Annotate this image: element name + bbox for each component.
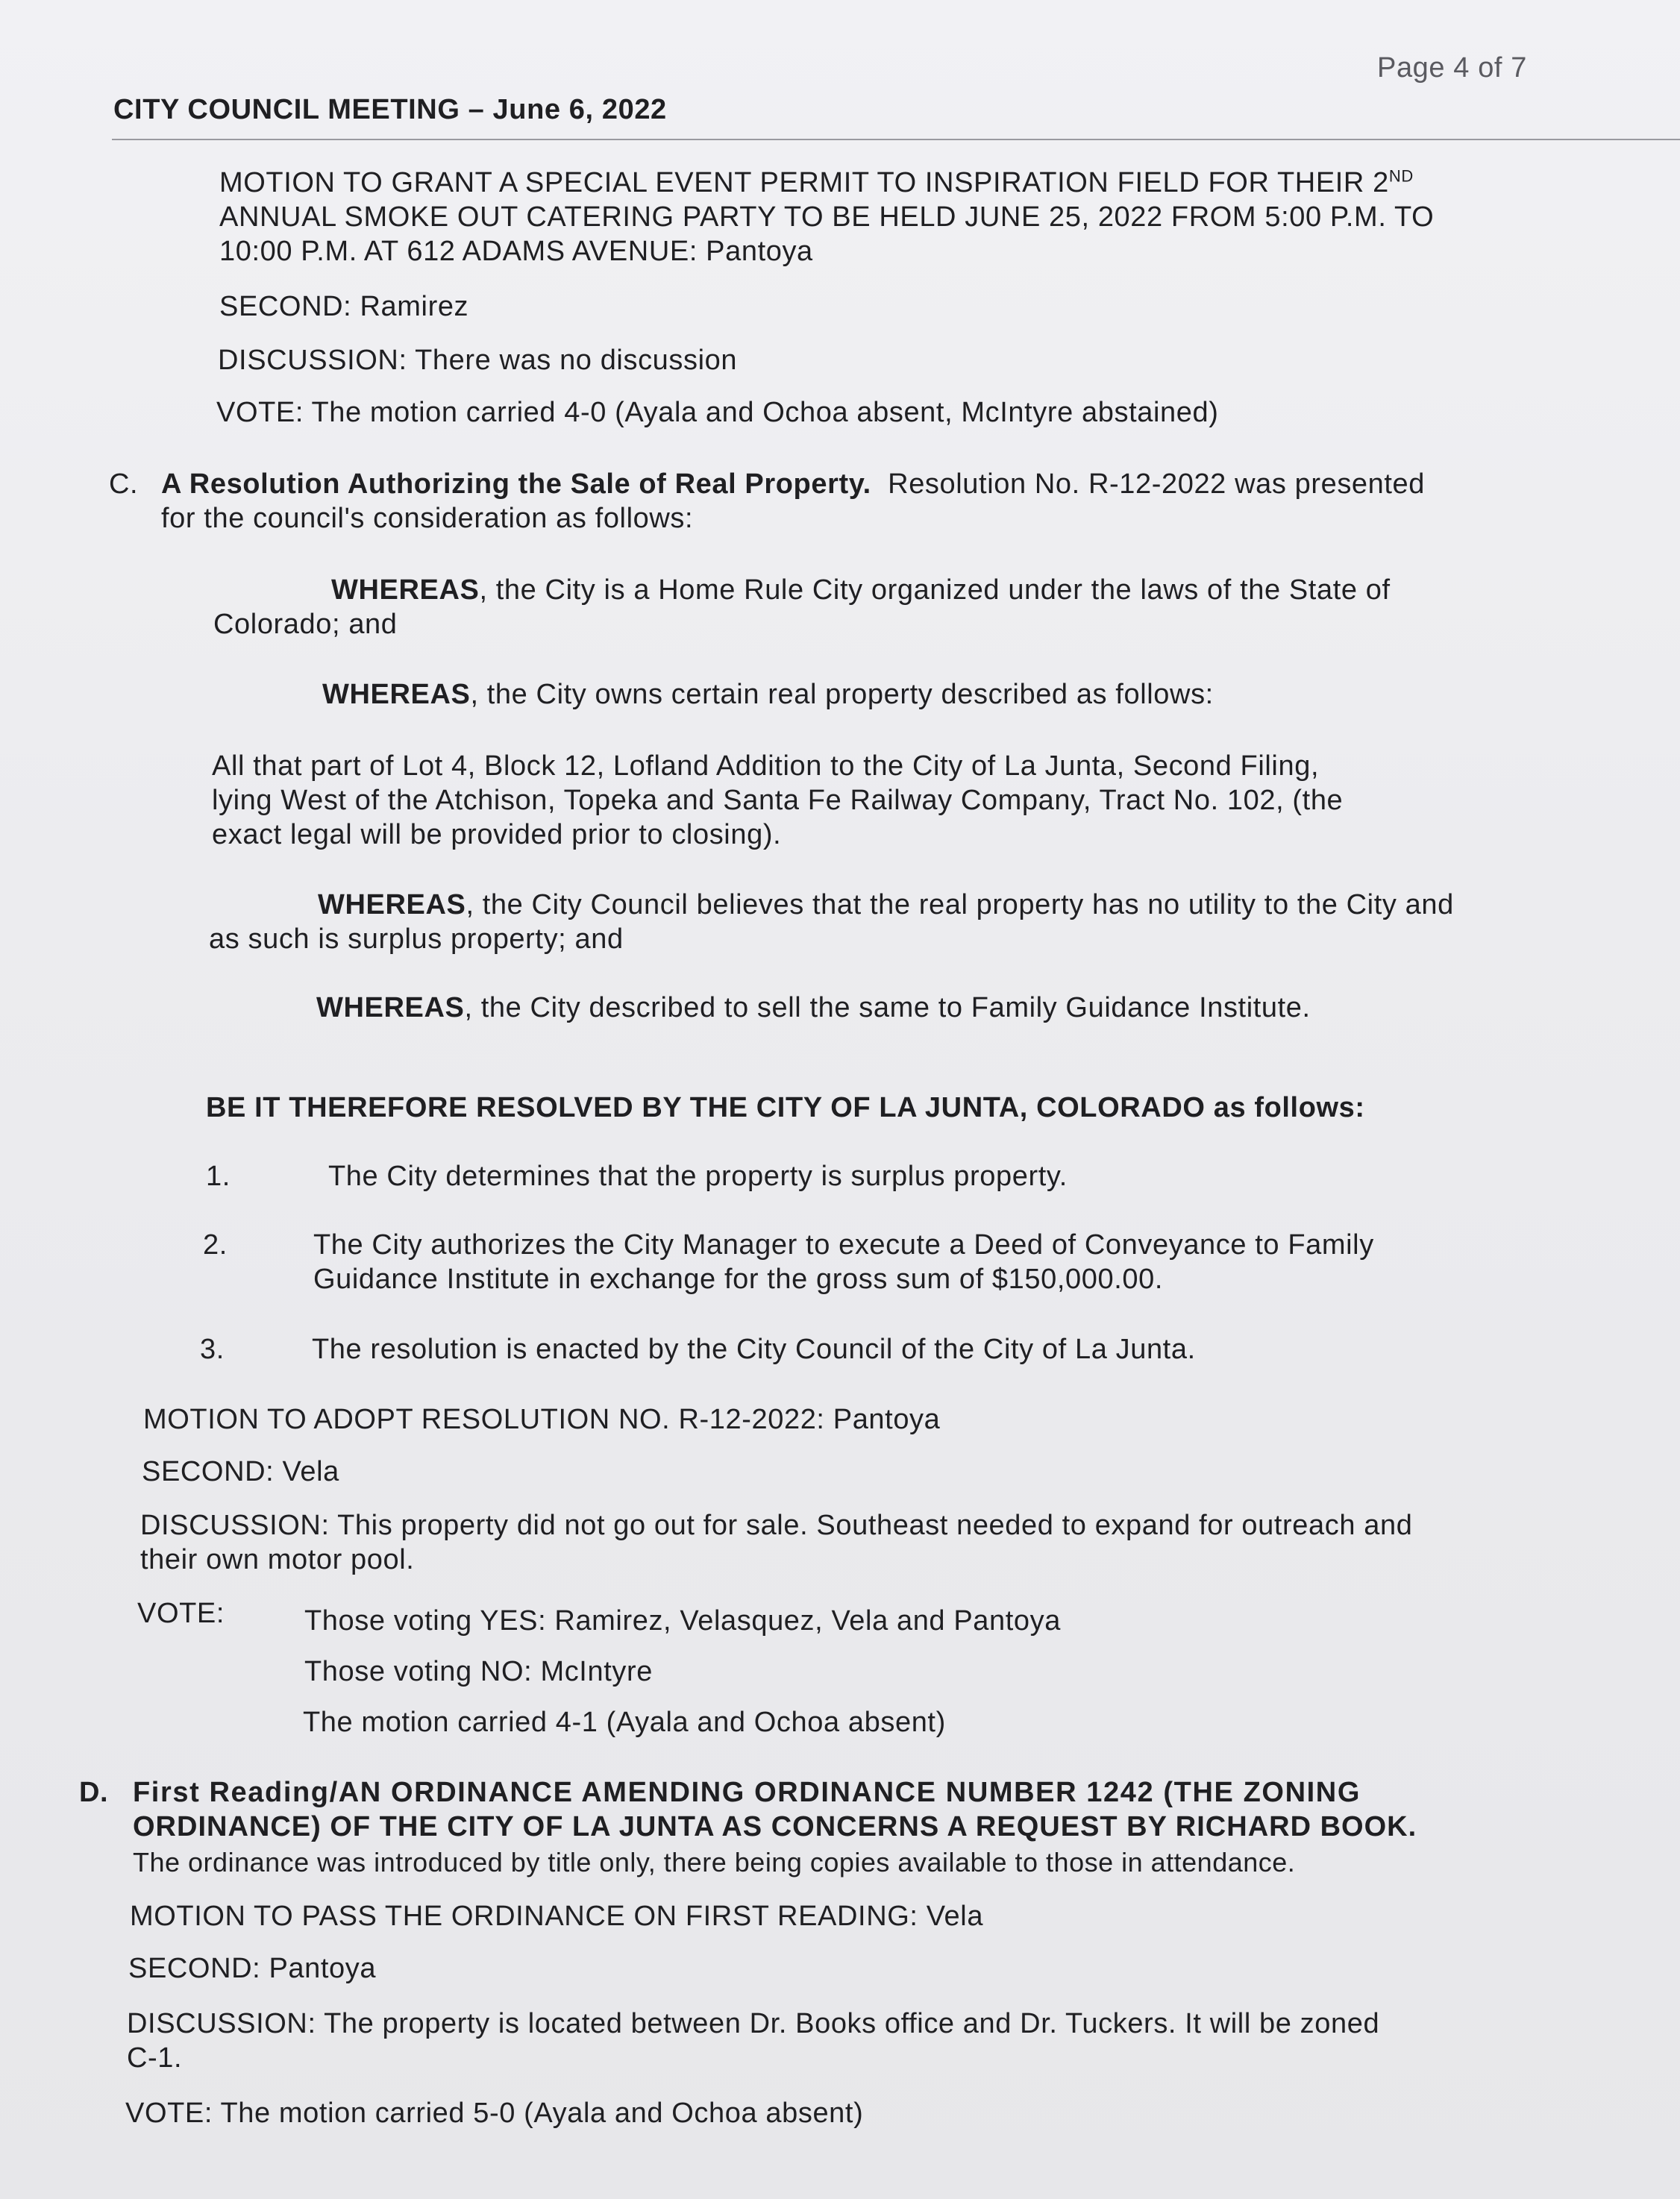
item-3-text: The resolution is enacted by the City Council of the City of La Junta. <box>312 1334 1196 1365</box>
resolution-discussion-line-1: DISCUSSION: This property did not go out for sale. Southeast needed to expand for outreach and <box>140 1510 1413 1541</box>
whereas-4: WHEREAS, the City described to sell the same to Family Guidance Institute. <box>316 992 1311 1023</box>
legal-line-2: lying West of the Atchison, Topeka and Santa Fe Railway Company, Tract No. 102, (the <box>212 785 1344 816</box>
whereas-3-line-2: as such is surplus property; and <box>209 923 624 955</box>
motion-line-3: 10:00 P.M. AT 612 ADAMS AVENUE: Pantoya <box>219 236 813 267</box>
page-title: CITY COUNCIL MEETING – June 6, 2022 <box>113 94 667 125</box>
item-1-text: The City determines that the property is surplus property. <box>328 1161 1068 1192</box>
item-1-number: 1. <box>206 1161 231 1192</box>
motion-superscript: ND <box>1388 166 1414 186</box>
resolution-vote-label: VOTE: <box>137 1598 225 1629</box>
resolution-vote-no: Those voting NO: McIntyre <box>304 1656 653 1687</box>
legal-line-1: All that part of Lot 4, Block 12, Lofland Addition to the City of La Junta, Second Filing, <box>212 750 1320 782</box>
ordinance-vote: VOTE: The motion carried 5-0 (Ayala and Ochoa absent) <box>125 2098 864 2129</box>
resolution-vote-yes: Those voting YES: Ramirez, Velasquez, Vela and Pantoya <box>304 1605 1061 1637</box>
resolved-heading: BE IT THEREFORE RESOLVED BY THE CITY OF LA JUNTA, COLORADO as follows: <box>206 1092 1365 1123</box>
motion-second: SECOND: Ramirez <box>219 291 469 322</box>
resolution-discussion-line-2: their own motor pool. <box>140 1544 415 1575</box>
section-d-heading-line-1: First Reading/AN ORDINANCE AMENDING ORDINANCE NUMBER 1242 (THE ZONING <box>133 1777 1361 1808</box>
section-c-heading: A Resolution Authorizing the Sale of Real Property. Resolution No. R-12-2022 was presented <box>161 468 1426 500</box>
ordinance-discussion-line-2: C-1. <box>127 2042 183 2074</box>
item-2-text-line-2: Guidance Institute in exchange for the gross sum of $150,000.00. <box>313 1264 1163 1295</box>
motion-vote: VOTE: The motion carried 4-0 (Ayala and Ochoa absent, McIntyre abstained) <box>216 397 1219 428</box>
ordinance-second: SECOND: Pantoya <box>128 1953 377 1984</box>
resolution-motion: MOTION TO ADOPT RESOLUTION NO. R-12-2022: Pantoya <box>143 1404 941 1435</box>
item-2-number: 2. <box>203 1229 228 1261</box>
whereas-1-line-2: Colorado; and <box>213 609 398 640</box>
whereas-2: WHEREAS, the City owns certain real property described as follows: <box>322 679 1214 710</box>
page-number: Page 4 of 7 <box>1377 52 1527 84</box>
section-d-letter: D. <box>79 1777 109 1808</box>
section-c-letter: C. <box>109 468 139 500</box>
whereas-3-line-1: WHEREAS, the City Council believes that the real property has no utility to the City and <box>318 889 1454 920</box>
legal-line-3: exact legal will be provided prior to closing). <box>212 819 782 850</box>
item-2-text-line-1: The City authorizes the City Manager to execute a Deed of Conveyance to Family <box>313 1229 1374 1261</box>
ordinance-motion: MOTION TO PASS THE ORDINANCE ON FIRST READING: Vela <box>130 1901 984 1932</box>
motion-line-2: ANNUAL SMOKE OUT CATERING PARTY TO BE HELD JUNE 25, 2022 FROM 5:00 P.M. TO <box>219 201 1435 233</box>
ordinance-discussion-line-1: DISCUSSION: The property is located between Dr. Books office and Dr. Tuckers. It will be zoned <box>127 2008 1380 2039</box>
motion-line-1: MOTION TO GRANT A SPECIAL EVENT PERMIT TO INSPIRATION FIELD FOR THEIR 2ND <box>219 166 1414 198</box>
resolution-vote-result: The motion carried 4-1 (Ayala and Ochoa absent) <box>303 1707 946 1738</box>
whereas-1-line-1: WHEREAS, the City is a Home Rule City organized under the laws of the State of <box>331 574 1391 606</box>
motion-discussion: DISCUSSION: There was no discussion <box>218 345 738 376</box>
header-rule <box>112 139 1680 140</box>
section-d-intro: The ordinance was introduced by title only, there being copies available to those in attendance. <box>133 1847 1296 1878</box>
section-c-heading-line-2: for the council's consideration as follows: <box>161 503 694 534</box>
resolution-second: SECOND: Vela <box>142 1456 339 1487</box>
section-d-heading-line-2: ORDINANCE) OF THE CITY OF LA JUNTA AS CONCERNS A REQUEST BY RICHARD BOOK. <box>133 1811 1417 1842</box>
item-3-number: 3. <box>200 1334 225 1365</box>
